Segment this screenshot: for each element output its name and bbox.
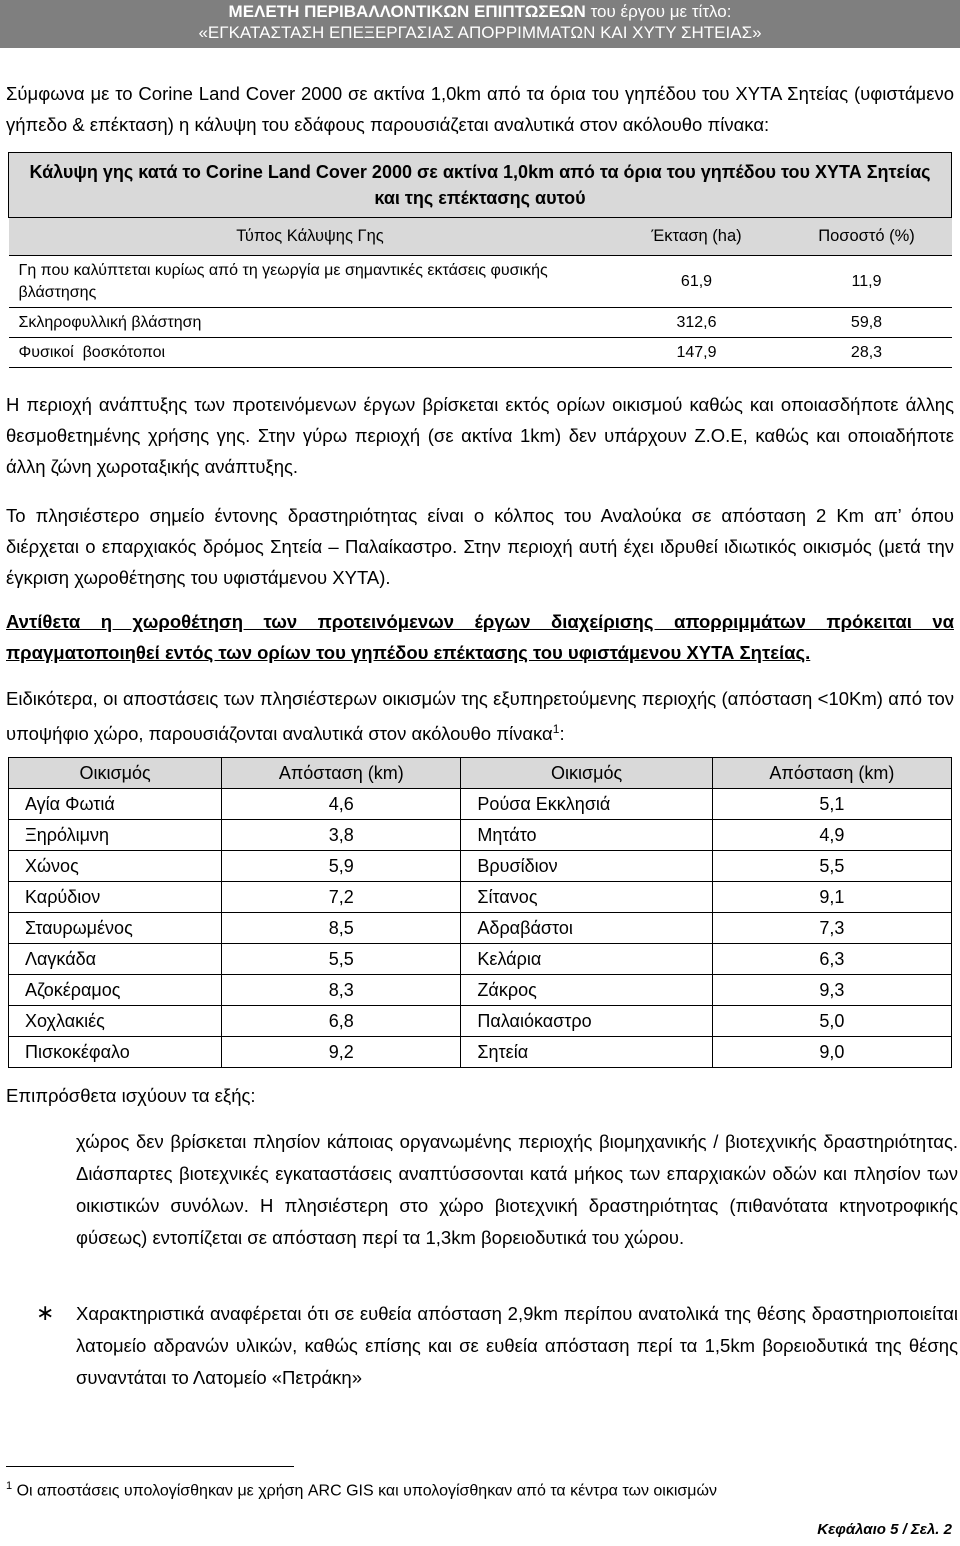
table-row [9, 789, 952, 820]
additional-title: Επιπρόσθετα ισχύουν τα εξής: [6, 1085, 256, 1106]
land-type-cell: Φυσικοί βοσκότοποι [9, 338, 612, 368]
table-row [9, 975, 952, 1006]
footnote-separator [6, 1466, 294, 1467]
land-pct-cell: 28,3 [782, 338, 952, 368]
bullet-quarry: Χαρακτηριστικά αναφέρεται ότι σε ευθεία απόσταση 2,9km περίπου ανατολικά της θέσης δραστηριοποιείται λατομείο αδρανών υλικών, καθώς επίσης και σε ευθεία απόσταση περί τα 1,5km βορειοδυτικά της θέσης συναντάται το Λατομείο «Πετράκη» [76, 1303, 958, 1388]
asterisk-bullet-icon: ∗ [36, 1300, 55, 1325]
bullet-industry: χώρος δεν βρίσκεται πλησίον κάποιας οργανωμένης περιοχής βιομηχανικής / βιοτεχνικής δραστηριότητας. Διάσπαρτες βιοτεχνικές εγκαταστάσεις αναπτύσσονται κατά μήκος των επαρχιακών οδών και πλησίον των οικιστικών συνόλων. Η πλησιέστερη στο χώρο βιοτεχνική δραστηριότητας (πιθανότατα κτηνοτροφικής φύσεως) εντοπίζεται σε απόσταση περί τα 1,3km βορειοδυτικά του χώρου. [76, 1131, 958, 1248]
land-cover-header-row [9, 218, 952, 256]
land-area-cell: 312,6 [612, 308, 782, 338]
land-col-area-header: Έκταση (ha) [612, 218, 782, 256]
distance-cell: 9,1 [712, 882, 951, 913]
land-type-cell: Σκληροφυλλική βλάστηση [9, 308, 612, 338]
land-pct-cell: 11,9 [782, 256, 952, 308]
footnote: $^1$ Οι αποστάσεις υπολογίσθηκαν με χρήση ARC GIS και υπολογίσθηκαν από τα κέντρα των οικισμών [6, 1480, 717, 1500]
distance-cell: 4,9 [712, 820, 951, 851]
distance-cell: 5,5 [712, 851, 951, 882]
table-row [9, 256, 952, 308]
distance-cell: 4,6 [222, 789, 461, 820]
land-area-cell: 61,9 [612, 256, 782, 308]
header-subtitle: «ΕΓΚΑΤΑΣΤΑΣΗ ΕΠΕΞΕΡΓΑΣΙΑΣ ΑΠΟΡΡΙΜΜΑΤΩΝ ΚΑΙ ΧΥΤΥ ΣΗΤΕΙΑΣ» [198, 23, 762, 42]
dist-header-settlement-1: Οικισμός [9, 758, 222, 789]
distance-cell: 5,5 [222, 944, 461, 975]
dist-header-distance-1: Απόσταση (km) [222, 758, 461, 789]
table-row [9, 851, 952, 882]
settlement-cell: Σητεία [461, 1037, 712, 1068]
footnote-ref: 1 [552, 722, 560, 736]
distance-cell: 9,2 [222, 1037, 461, 1068]
zoning-paragraph: Η περιοχή ανάπτυξης των προτεινόμενων έργων βρίσκεται εκτός ορίων οικισμού καθώς και οποιασδήποτε άλλης θεσμοθετημένης χρήσης γης. Στην γύρω περιοχή (σε ακτίνα 1km) δεν υπάρχουν Ζ.Ο.Ε, καθώς και οποιαδήποτε άλλη ζώνη χωροταξικής ανάπτυξης. [6, 394, 954, 477]
distances-paragraph: Ειδικότερα, οι αποστάσεις των πλησιέστερων οικισμών της εξυπηρετούμενης περιοχής (απόσταση <10Km) από τον υποψήφιο χώρο, παρουσιάζονται αναλυτικά στον ακόλουθο πίνακα$^1$: [6, 688, 954, 745]
settlement-cell: Αγία Φωτιά [9, 789, 222, 820]
distance-cell: 5,1 [712, 789, 951, 820]
settlement-cell: Σταυρωμένος [9, 913, 222, 944]
dist-table-body [9, 789, 952, 1068]
header-title: ΜΕΛΕΤΗ ΠΕΡΙΒΑΛΛΟΝΤΙΚΩΝ ΕΠΙΠΤΩΣΕΩΝ του έργου με τίτλο: [228, 2, 732, 21]
intro-paragraph: Σύμφωνα με το Corine Land Cover 2000 σε ακτίνα 1,0km από τα όρια του γηπέδου του ΧΥΤΑ Σητείας (υφιστάμενο γήπεδο & επέκταση) η κάλυψη του εδάφους παρουσιάζεται αναλυτικά στον ακόλουθο πίνακα: [6, 83, 954, 135]
activity-paragraph: Το πλησιέστερο σημείο έντονης δραστηριότητας είναι ο κόλπος του Αναλούκα σε απόσταση 2 Km απ’ όπου διέρχεται ο επαρχιακός δρόμος Σητεία – Παλαίκαστρο. Στην περιοχή αυτή έχει ιδρυθεί ιδιωτικός οικισμός (μετά την έγκριση χωροθέτησης του υφιστάμενου ΧΥΤΑ). [6, 505, 954, 588]
table-row [9, 338, 952, 368]
settlement-cell: Κελάρια [461, 944, 712, 975]
table-row [9, 1006, 952, 1037]
settlement-cell: Ζάκρος [461, 975, 712, 1006]
settlement-cell: Χοχλακιές [9, 1006, 222, 1037]
dist-header-row [9, 758, 952, 789]
distance-cell: 8,5 [222, 913, 461, 944]
distance-cell: 7,3 [712, 913, 951, 944]
table-row [9, 820, 952, 851]
settlements-distance-table [8, 757, 952, 1068]
settlement-cell: Ξηρόλιμνη [9, 820, 222, 851]
table-row [9, 1037, 952, 1068]
settlement-cell: Πισκοκέφαλο [9, 1037, 222, 1068]
settlement-cell: Μητάτο [461, 820, 712, 851]
table-row [9, 913, 952, 944]
distance-cell: 6,3 [712, 944, 951, 975]
distance-cell: 9,0 [712, 1037, 951, 1068]
settlement-cell: Παλαιόκαστρο [461, 1006, 712, 1037]
land-col-pct-header: Ποσοστό (%) [782, 218, 952, 256]
settlement-cell: Αζοκέραμος [9, 975, 222, 1006]
distance-cell: 7,2 [222, 882, 461, 913]
table-row [9, 308, 952, 338]
distance-cell: 3,8 [222, 820, 461, 851]
settlement-cell: Αδραβάστοι [461, 913, 712, 944]
dist-header-distance-2: Απόσταση (km) [712, 758, 951, 789]
table-row [9, 882, 952, 913]
dist-header-settlement-2: Οικισμός [461, 758, 712, 789]
settlement-cell: Σίτανος [461, 882, 712, 913]
settlement-cell: Λαγκάδα [9, 944, 222, 975]
settlement-cell: Καρύδιον [9, 882, 222, 913]
land-cover-table [8, 152, 952, 368]
land-type-cell: Γη που καλύπτεται κυρίως από τη γεωργία με σημαντικές εκτάσεις φυσικής βλάστησης [9, 256, 612, 308]
distance-cell: 8,3 [222, 975, 461, 1006]
table-row [9, 944, 952, 975]
land-area-cell: 147,9 [612, 338, 782, 368]
distance-cell: 6,8 [222, 1006, 461, 1037]
settlement-cell: Ρούσα Εκκλησιά [461, 789, 712, 820]
settlement-cell: Χώνος [9, 851, 222, 882]
land-col-type-header: Τύπος Κάλυψης Γης [9, 218, 612, 256]
page-header [0, 0, 960, 48]
siting-paragraph: Αντίθετα η χωροθέτηση των προτεινόμενων έργων διαχείρισης απορριμμάτων πρόκειται να πραγματοποιηθεί εντός των ορίων του γηπέδου επέκτασης του υφιστάμενου ΧΥΤΑ Σητείας. [6, 611, 954, 663]
distance-cell: 5,0 [712, 1006, 951, 1037]
land-pct-cell: 59,8 [782, 308, 952, 338]
distance-cell: 9,3 [712, 975, 951, 1006]
land-cover-caption: Κάλυψη γης κατά το Corine Land Cover 2000 σε ακτίνα 1,0km από τα όρια του γηπέδου του ΧΥΤΑ Σητείας και της επέκτασης αυτού [9, 153, 952, 218]
distance-cell: 5,9 [222, 851, 461, 882]
page-footer: Κεφάλαιο 5 / Σελ. 2 [817, 1521, 952, 1538]
settlement-cell: Βρυσίδιον [461, 851, 712, 882]
